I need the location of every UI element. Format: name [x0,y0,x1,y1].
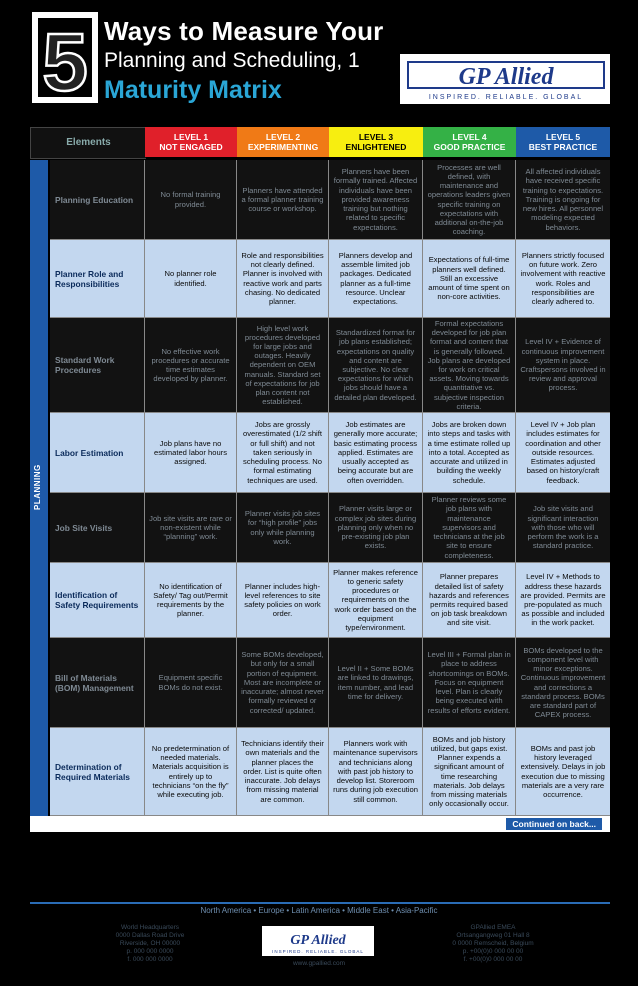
level-name: LEVEL 4 [452,132,487,142]
level-5-cell: BOMs and past job history leveraged extensively. Delays in job execution due to missing materials are a very rare occurrence. [516,728,610,816]
gp-allied-footer-logo [262,926,374,956]
level-name: LEVEL 2 [265,132,301,142]
level-4-cell: BOMs and job history utilized, but gaps exist. Planner expends a significant amount of time researching materials. Job delays from missing materials only occasionally occur. [423,728,516,816]
number-five: 5 [42,17,88,105]
continued-banner [30,816,610,832]
address-line: f. +00(0)0 000 00 00 [463,956,523,963]
level-2-cell: Planners have attended a formal planner training course or workshop. [237,160,329,240]
row-element: Bill of Materials (BOM) Management [50,638,145,728]
title-line-2: Planning and Scheduling, 1 [104,49,360,72]
level-1-cell: No planner role identified. [145,240,237,318]
matrix-row-required-materials [50,728,610,816]
level-1-header [145,127,237,157]
matrix-row-planning-education [50,160,610,240]
level-1-cell: Job plans have no estimated labor hours assigned. [145,413,237,493]
svg-text:INSPIRED. RELIABLE. GLOBAL: INSPIRED. RELIABLE. GLOBAL [272,949,364,954]
level-2-header [237,127,329,157]
level-3-header [329,127,423,157]
level-2-cell: Planner includes high-level references to site safety policies on work order. [237,563,329,638]
matrix-row-bom-management [50,638,610,728]
level-4-header [423,127,516,157]
svg-text:GP Allied: GP Allied [458,64,554,90]
level-3-cell: Job estimates are generally more accurate; basic estimating process applied. Estimates are usually accepted as being accurate but are often overridden. [329,413,423,493]
address-line: Ortsangangweg 01 Hall 8 [456,932,530,939]
level-sub: BEST PRACTICE [528,142,598,152]
row-element: Labor Estimation [50,413,145,493]
level-4-cell: Jobs are broken down into steps and tasks with a time estimate rolled up into a total. Accepted as accurate and utilized in building the weekly schedule. [423,413,516,493]
continued-label: Continued on back... [506,818,602,830]
title-line-3: Maturity Matrix [104,76,282,104]
matrix-row-job-site-visits [50,493,610,563]
level-3-cell: Standardized format for job plans established; expectations on quality and content are subjective. No clear expectations for which jobs should have a detailed plan developed. [329,318,423,413]
level-1-cell: No predetermination of needed materials. Materials acquisition is entirely up to technicians “on the fly” while executing job. [145,728,237,816]
level-4-cell: Level III + Formal plan in place to address shortcomings on BOMs. Focus on equipment level. Plan is clearly being executed with results of efforts evident. [423,638,516,728]
address-line: 0 0000 Remscheid, Belgium [452,940,534,947]
level-5-cell: Level IV + Job plan includes estimates for coordination and other outside resources. Estimates adjusted based on history/craft feedback. [516,413,610,493]
level-4-cell: Expectations of full-time planners well defined. Still an excessive amount of time spent on non-core activities. [423,240,516,318]
level-4-cell: Formal expectations developed for job plan format and content that is generally followed. Job plans are developed for work on critical assets. Moving towards quantitative vs. subjective inspection criteria. [423,318,516,413]
address-line: World Headquarters [120,924,180,931]
address-line: f. 000 000 0000 [127,956,173,963]
level-1-cell: No formal training provided. [145,160,237,240]
level-4-cell: Planner prepares detailed list of safety hazards and references permits required based on job task breakdown and site visit. [423,563,516,638]
website-link[interactable]: www.gpallied.com [292,960,346,967]
address-line: 0000 Dallas Road Drive [115,932,185,939]
footer-divider [30,902,610,904]
elements-label: Elements [66,137,111,148]
row-element: Determination of Required Materials [50,728,145,816]
level-3-cell: Planners develop and assemble limited job packages. Dedicated planner as a full-time resource. Unclear expectations. [329,240,423,318]
level-5-cell: Planners strictly focused on future work. Zero involvement with reactive work. Roles and responsibilities are clearly adhered to. [516,240,610,318]
level-2-cell: High level work procedures developed for large jobs and outages. Heavily dependent on OEM manuals. Standard set of expectations for job plan content not established. [237,318,329,413]
level-2-cell: Technicians identify their own materials and the planner places the order. List is quite often inaccurate. Job delays from missing material are common. [237,728,329,816]
matrix-row-standard-work-procedures [50,318,610,413]
level-5-cell: BOMs developed to the component level with minor exceptions. Continuous improvement and corrections a standard process. BOMs are standard part of CAPEX process. [516,638,610,728]
title-line-1: Ways to Measure Your [104,16,384,46]
row-element: Identification of Safety Requirements [50,563,145,638]
level-name: LEVEL 1 [173,132,209,142]
level-1-cell: Job site visits are rare or non-existent while “planning” work. [145,493,237,563]
level-1-cell: No identification of Safety/ Tag out/Permit requirements by the planner. [145,563,237,638]
level-5-cell: Job site visits and significant interaction with those who will perform the work is a standard practice. [516,493,610,563]
level-sub: NOT ENGAGED [159,142,223,152]
svg-text:INSPIRED. RELIABLE. GLOBAL: INSPIRED. RELIABLE. GLOBAL [428,94,584,101]
level-name: LEVEL 5 [545,132,581,142]
level-3-cell: Planner makes reference to generic safety procedures or requirements on the work order based on the equipment type/environment. [329,563,423,638]
left-address-block [90,924,210,964]
level-3-cell: Planners work with maintenance supervisors and technicians along with past job history to develop list. Storeroom runs during job execution still common. [329,728,423,816]
address-line: p. +00(0)0 000 00 00 [462,948,524,955]
level-3-cell: Planners have been formally trained. Affected individuals have been provided awareness training but nothing related to specific expectations. [329,160,423,240]
matrix-row-labor-estimation [50,413,610,493]
row-element: Standard Work Procedures [50,318,145,413]
address-line: p. 000 000 0000 [126,948,174,955]
matrix-row-safety-requirements [50,563,610,638]
level-sub: EXPERIMENTING [247,142,319,152]
planning-section-bar [30,160,48,816]
level-name: LEVEL 3 [358,132,394,142]
svg-text:GP Allied: GP Allied [290,933,346,948]
level-3-cell: Planner visits large or complex job sites during planning only when no pre-existing job plan exists. [329,493,423,563]
level-2-cell: Planner visits job sites for “high profile” jobs only while planning work. [237,493,329,563]
level-2-cell: Jobs are grossly overestimated (1/2 shift or full shift) and not taken seriously in scheduling process. No formal estimating techniques are used. [237,413,329,493]
level-5-cell: Level IV + Methods to address these hazards are provided. Permits are pre-populated as much as possible and included in the work packet. [516,563,610,638]
level-1-cell: Equipment specific BOMs do not exist. [145,638,237,728]
gp-allied-logo [400,54,610,104]
level-2-cell: Some BOMs developed, but only for a small portion of equipment. Most are incomplete or inaccurate; almost never formally reviewed or corrected/ updated. [237,638,329,728]
level-4-cell: Processes are well defined, with maintenance and operations leaders given specific training on expectations with additional on-the-job coaching. [423,160,516,240]
regions-line: North America • Europe • Latin America • Middle East • Asia-Pacific [200,906,438,915]
level-2-cell: Role and responsibilities not clearly defined. Planner is involved with reactive work and parts chasing. No dedicated planner. [237,240,329,318]
planning-label: PLANNING [33,464,42,510]
address-line: Riverside, OH 00000 [119,940,181,947]
right-address-block [428,924,558,964]
level-5-cell: All affected individuals have received specific training to expectations. Training is ongoing for new hires. All personnel modeling expected behaviors. [516,160,610,240]
address-line: GPAllied EMEA [470,924,516,931]
level-1-cell: No effective work procedures or accurate time estimates developed by planner. [145,318,237,413]
level-5-header [516,127,610,157]
level-3-cell: Level II + Some BOMs are linked to drawings, item number, and lead time for delivery. [329,638,423,728]
number-five-graphic [30,10,100,105]
row-element: Planner Role and Responsibilities [50,240,145,318]
row-element: Planning Education [50,160,145,240]
level-sub: ENLIGHTENED [345,142,407,152]
row-element: Job Site Visits [50,493,145,563]
matrix-row-planner-role [50,240,610,318]
level-4-cell: Planner reviews some job plans with maintenance supervisors and technicians at the job site to ensure completeness. [423,493,516,563]
level-5-cell: Level IV + Evidence of continuous improvement system in place. Craftspersons involved in review and approval process. [516,318,610,413]
elements-column-header [30,127,146,159]
level-sub: GOOD PRACTICE [433,142,506,152]
